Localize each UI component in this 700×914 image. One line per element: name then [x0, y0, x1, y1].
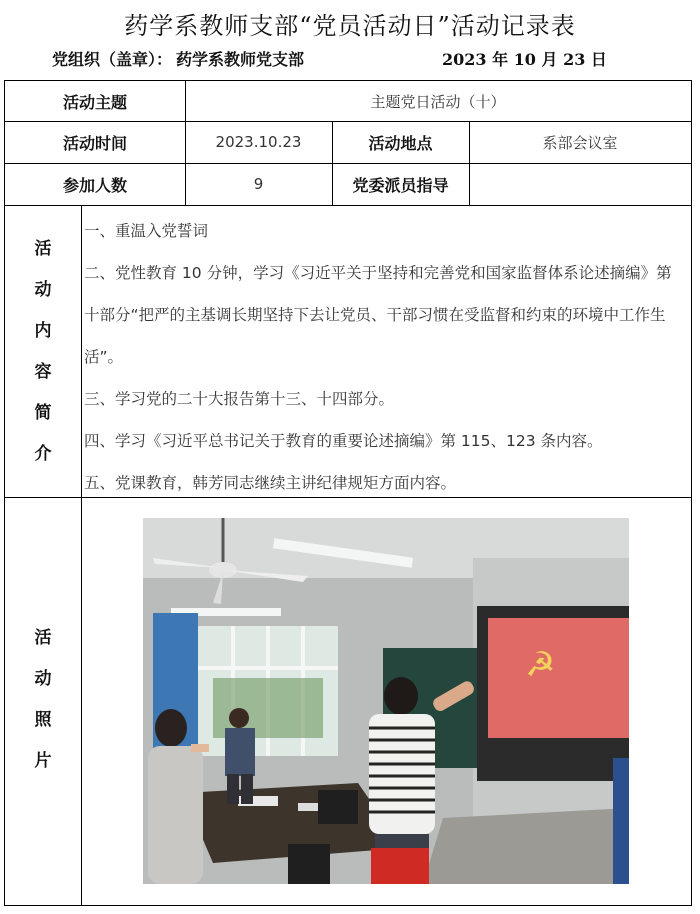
org-label: 党组织（盖章）： [52, 50, 173, 69]
content-item: 三、学习党的二十大报告第十三、十四部分。 [84, 390, 395, 408]
time-value: 2023.10.23 [215, 133, 302, 151]
theme-value: 主题党日活动（十） [370, 92, 506, 111]
intro-label-char: 容 [34, 362, 52, 382]
org-line [52, 47, 304, 70]
content-item: 二、党性教育 10 分钟，学习《习近平关于坚持和完善党和国家监督体系论述摘编》第十部分“把严的主基调长期坚持下去让党员、干部习惯在受监督和约束的环境中工作生活”。 [84, 264, 672, 366]
theme-label: 活动主题 [62, 92, 127, 112]
intro-label-char: 简 [34, 403, 52, 423]
photo-label-char: 照 [34, 710, 52, 730]
intro-label-char: 动 [34, 280, 52, 300]
org-value: 药学系教师党支部 [176, 50, 305, 69]
activity-content [84, 210, 686, 504]
count-value: 9 [253, 175, 264, 193]
guide-label: 党委派员指导 [352, 175, 449, 195]
intro-label-char: 活 [34, 239, 52, 259]
photo-label-char: 片 [34, 751, 52, 771]
photo-label-char: 活 [34, 628, 52, 648]
content-item: 五、党课教育，韩芳同志继续主讲纪律规矩方面内容。 [84, 474, 457, 492]
intro-label [5, 229, 81, 475]
row-divider [5, 205, 691, 206]
activity-photo-illustration [143, 518, 629, 884]
svg-text:☭: ☭ [525, 645, 556, 685]
photo-label-char: 动 [34, 669, 52, 689]
guide-value [469, 163, 691, 205]
photo-label [5, 618, 81, 782]
count-label: 参加人数 [62, 175, 127, 195]
col-divider [81, 205, 82, 905]
content-item: 四、学习《习近平总书记关于教育的重要论述摘编》第 115、123 条内容。 [84, 432, 603, 450]
document-title: 药学系教师支部“党员活动日”活动记录表 [124, 12, 576, 40]
place-label: 活动地点 [368, 133, 433, 153]
time-label: 活动时间 [62, 133, 127, 153]
content-item: 一、重温入党誓词 [84, 222, 209, 240]
place-value: 系部会议室 [542, 133, 618, 152]
record-date: 2023 年 10 月 23 日 [442, 50, 607, 69]
intro-label-char: 内 [34, 321, 52, 341]
activity-photo [143, 518, 629, 884]
intro-label-char: 介 [34, 444, 52, 464]
